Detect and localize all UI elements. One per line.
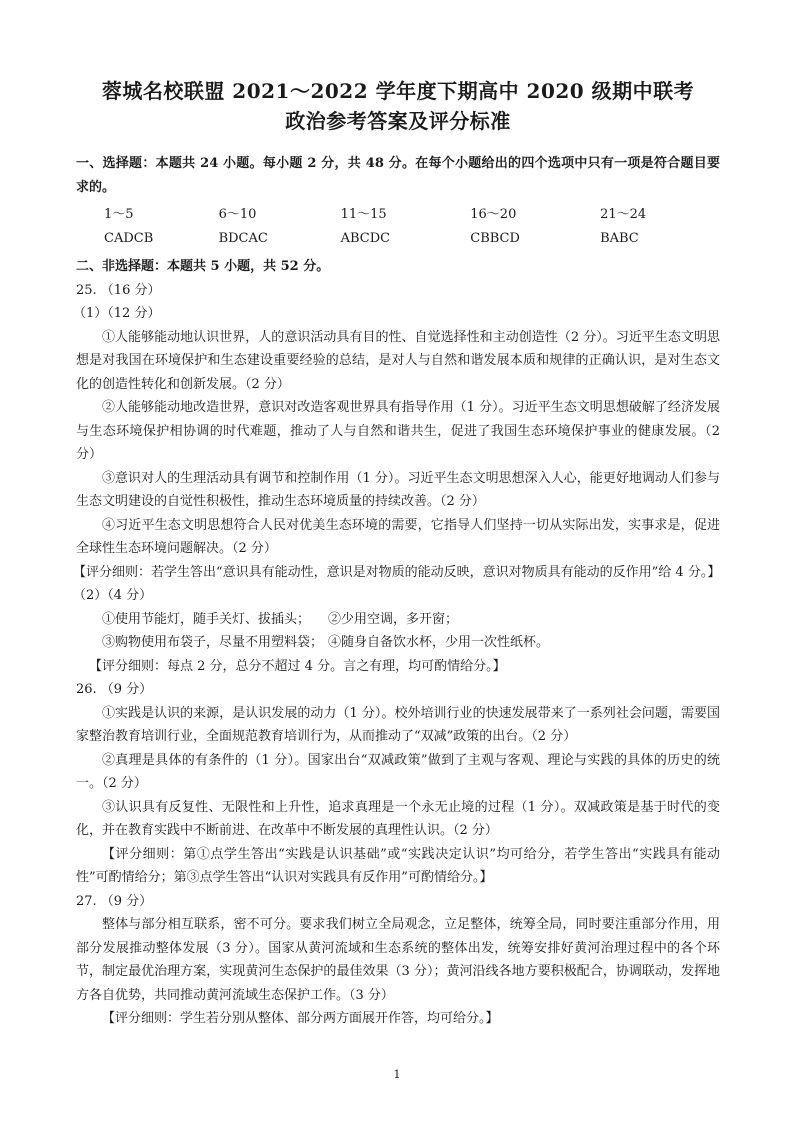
choice-answers	[104, 203, 720, 251]
page-title: 蓉城名校联盟 2021～2022 学年度下期高中 2020 级期中联考	[101, 79, 695, 103]
section2-heading: 二、非选择题：本题共 5 小题，共 52 分。	[76, 259, 330, 274]
answer-group: 6～10 BDCAC	[218, 207, 268, 246]
q26-label: 26. （9 分）	[76, 682, 153, 697]
q25-scoring-rule-2: 【评分细则：每点 2 分，总分不超过 4 分。言之有理，均可酌情给分。】	[89, 658, 506, 674]
q27-answer: 整体与部分相互联系，密不可分。要求我们树立全局观念，立足整体，统筹全局，同时要注重部分作用，用部分发展推动整体发展（3 分）。国家从黄河流域和生态系统的整体出发，统筹安排好黄河治理过程中的各个环节，制定最优治理方案，实现黄河生态保护的最佳效果（3 分）；黄河沿线各地方要积极配合，协调联动，发挥地方各自优势，共同推动黄河流域生态保护工作。（3 分）	[76, 917, 720, 1003]
q25-point-1: ①人能够能动地认识世界，人的意识活动具有目的性、自觉选择性和主动创造性（2 分）。习近平生态文明思想是对我国在环境保护和生态建设重要经验的总结，是对人与自然和谐发展本质和规律的正确认识，是对生态文化的创造性转化和创新发展。（2 分）	[76, 329, 720, 392]
list-item: ①使用节能灯，随手关灯、拔插头；	[102, 611, 311, 627]
q26-scoring-rule: 【评分细则：第①点学生答出“实践是认识基础”或“实践决定认识”均可给分，若学生答出“实践具有能动性”可酌情给分；第③点学生答出“认识对实践具有反作用”可酌情给分。】	[76, 846, 720, 885]
answer-group: 16～20 CBBCD	[470, 207, 520, 246]
answer-group: 1～5 CADCB	[104, 207, 154, 246]
q26-point-2: ②真理是具体的有条件的（1 分）。国家出台“双减政策”做到了主观与客观、理论与实践的具体的历史的统一。（2 分）	[76, 752, 720, 791]
q25-part2-label: （2）（4 分）	[73, 588, 153, 603]
q27-scoring-rule: 【评分细则：学生若分别从整体、部分两方面展开作答，均可给分。】	[102, 1011, 499, 1026]
page-number: 1	[393, 1068, 401, 1081]
list-item: ③购物使用布袋子，尽量不用塑料袋；	[102, 635, 324, 650]
q25-point-2: ②人能够能动地改造世界，意识对改造客观世界具有指导作用（1 分）。习近平生态文明思想破解了经济发展与生态环境保护相协调的时代难题，推动了人与自然和谐共生，促进了我国生态环境保护事业的健康发展。（2 分）	[76, 400, 720, 462]
q25-items-row-1	[76, 608, 720, 632]
q25-label: 25. （16 分）	[76, 282, 161, 298]
section1-heading: 一、选择题：本题共 24 小题。每小题 2 分，共 48 分。在每个小题给出的四个选项中只有一项是符合题目要求的。	[76, 156, 720, 195]
q26-point-1: ①实践是认识的来源，是认识发展的动力（1 分）。校外培训行业的快速发展带来了一系列社会问题，需要国家整治教育培训行业，全面规范教育培训行为，从而推动了“双减”政策的出台。（2 分）	[76, 705, 720, 744]
answer-group: 11～15 ABCDC	[340, 207, 391, 246]
q25-point-4: ④习近平生态文明思想符合人民对优美生态环境的需要，它指导人们坚持一切从实际出发，实事求是，促进全球性生态环境问题解决。（2 分）	[76, 517, 720, 556]
q25-items-row-2	[76, 631, 720, 655]
q26-point-3: ③认识具有反复性、无限性和上升性，追求真理是一个永无止境的过程（1 分）。双减政策是基于时代的变化，并在教育实践中不断前进、在改革中不断发展的真理性认识。（2 分）	[76, 799, 720, 838]
q25-part1-label: （1）（12 分）	[73, 306, 161, 321]
q25-scoring-rule-1: 【评分细则：若学生答出“意识具有能动性，意识是对物质的能动反映，意识对物质具有能动的反作用”给 4 分。】	[73, 564, 721, 580]
answer-sheet-page	[73, 76, 721, 1031]
answer-group: 21～24 BABC	[600, 207, 647, 246]
q27-label: 27. （9 分）	[76, 893, 153, 909]
list-item: ④随身自备饮水杯，少用一次性纸杯。	[328, 635, 550, 650]
q25-point-3: ③意识对人的生理活动具有调节和控制作用（1 分）。习近平生态文明思想深入人心，能更好地调动人们参与生态文明建设的自觉性积极性，推动生态环境质量的持续改善。（2 分）	[76, 470, 720, 509]
page-subtitle: 政治参考答案及评分标准	[285, 109, 511, 133]
list-item: ②少用空调，多开窗；	[328, 611, 459, 627]
